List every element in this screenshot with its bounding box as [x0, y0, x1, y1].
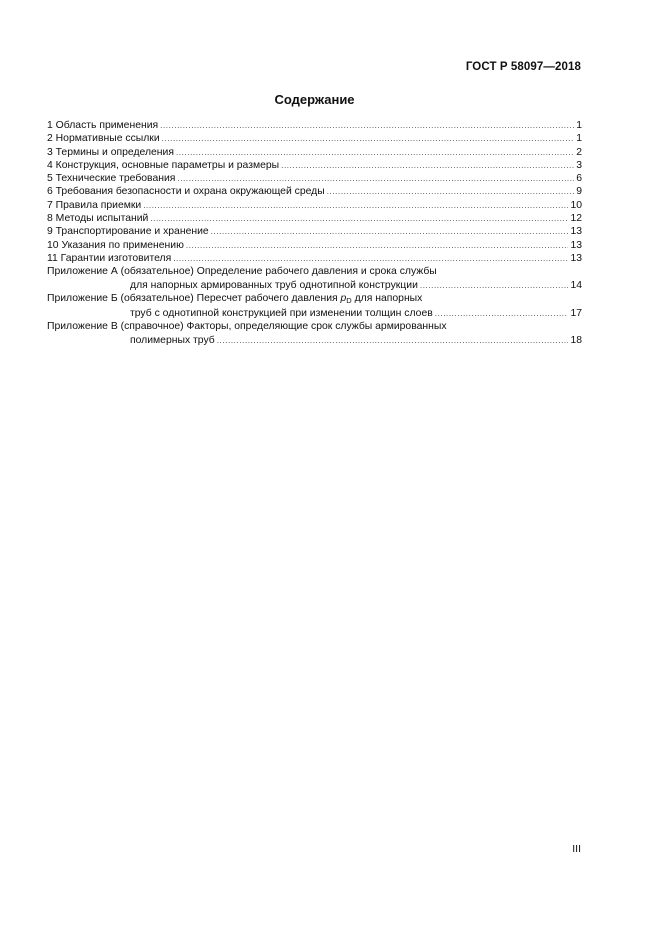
appendix-b-heading-suffix: для напорных — [351, 292, 423, 304]
document-code: ГОСТ Р 58097—2018 — [465, 61, 581, 73]
appendix-b-heading-prefix: Приложение Б (обязательное) Пересчет рабочего давления — [47, 292, 341, 304]
appendix-a-title-continued: для напорных армированных труб однотипной конструкции — [130, 279, 418, 291]
page-number: III — [572, 843, 581, 855]
toc-entry-title: 9 Транспортирование и хранение — [47, 226, 209, 238]
toc-entry-title: 10 Указания по применению — [47, 239, 184, 251]
toc-entry[interactable] — [47, 212, 582, 225]
toc-entry-page: 9 — [576, 186, 582, 198]
toc-leader-dots — [177, 172, 574, 185]
toc-entry-page: 2 — [576, 146, 582, 158]
toc-entry-title: 3 Термины и определения — [47, 146, 174, 158]
toc-entry-page: 3 — [576, 159, 582, 171]
toc-entry-title: 7 Правила приемки — [47, 199, 142, 211]
pressure-symbol: p — [340, 292, 347, 304]
toc-entry[interactable] — [47, 146, 582, 159]
appendix-a-page: 14 — [570, 279, 582, 291]
toc-leader-dots — [281, 159, 574, 172]
toc-leader-dots — [173, 252, 568, 265]
appendix-v-entry[interactable] — [47, 334, 582, 347]
toc-entry-page: 1 — [576, 133, 582, 145]
appendix-v-heading[interactable]: Приложение В (справочное) Факторы, определяющие срок службы армированных — [47, 321, 447, 333]
toc-entry-page: 13 — [570, 226, 582, 238]
toc-entry[interactable] — [47, 172, 582, 185]
toc-entry-title: 1 Область применения — [47, 120, 159, 131]
toc-entry[interactable] — [47, 159, 582, 172]
appendix-b-heading[interactable] — [47, 292, 582, 307]
toc-entry-page: 12 — [570, 213, 582, 225]
appendix-v-page: 18 — [570, 334, 582, 346]
appendix-a-entry[interactable] — [47, 279, 582, 292]
toc-entry[interactable] — [47, 225, 582, 238]
toc-leader-dots — [160, 119, 574, 132]
toc-leader-dots — [211, 225, 569, 238]
pressure-subscript: D — [346, 295, 352, 305]
toc-entry[interactable] — [47, 252, 582, 265]
toc-entry-title: 8 Методы испытаний — [47, 213, 149, 225]
toc-entry-title: 4 Конструкция, основные параметры и размеры — [47, 159, 280, 171]
appendix-b-title-continued: труб с однотипной конструкцией при изменении толщин слоев — [130, 308, 433, 320]
appendix-a-heading[interactable]: Приложение А (обязательное) Определение рабочего давления и срока службы — [47, 266, 437, 278]
toc-entry-page: 1 — [576, 120, 582, 131]
toc-entry-title: 5 Технические требования — [47, 173, 176, 185]
toc-leader-dots — [176, 146, 574, 159]
toc-entry-title: 11 Гарантии изготовителя — [47, 252, 172, 264]
table-of-contents — [47, 119, 582, 347]
toc-entry-title: 2 Нормативные ссылки — [47, 133, 160, 145]
toc-leader-dots — [327, 185, 575, 198]
toc-entry-page: 10 — [570, 199, 582, 211]
toc-entry-page: 13 — [570, 252, 582, 264]
toc-leader-dots — [420, 279, 569, 292]
appendix-b-page: 17 — [570, 308, 582, 320]
toc-entry-title: 6 Требования безопасности и охрана окружающей среды — [47, 186, 325, 198]
toc-leader-dots — [162, 132, 575, 145]
toc-leader-dots — [435, 307, 569, 320]
toc-leader-dots — [150, 212, 568, 225]
appendix-v-title-continued: полимерных труб — [130, 334, 215, 346]
toc-entry[interactable] — [47, 119, 582, 132]
toc-entry[interactable] — [47, 132, 582, 145]
toc-title: Содержание — [274, 92, 355, 107]
toc-leader-dots — [217, 334, 569, 347]
toc-leader-dots — [143, 199, 568, 212]
toc-entry-page: 6 — [576, 173, 582, 185]
toc-entry[interactable] — [47, 199, 582, 212]
appendix-b-entry[interactable] — [47, 307, 582, 320]
toc-entry[interactable] — [47, 185, 582, 198]
toc-entry[interactable] — [47, 239, 582, 252]
toc-leader-dots — [186, 239, 569, 252]
toc-entry-page: 13 — [570, 239, 582, 251]
